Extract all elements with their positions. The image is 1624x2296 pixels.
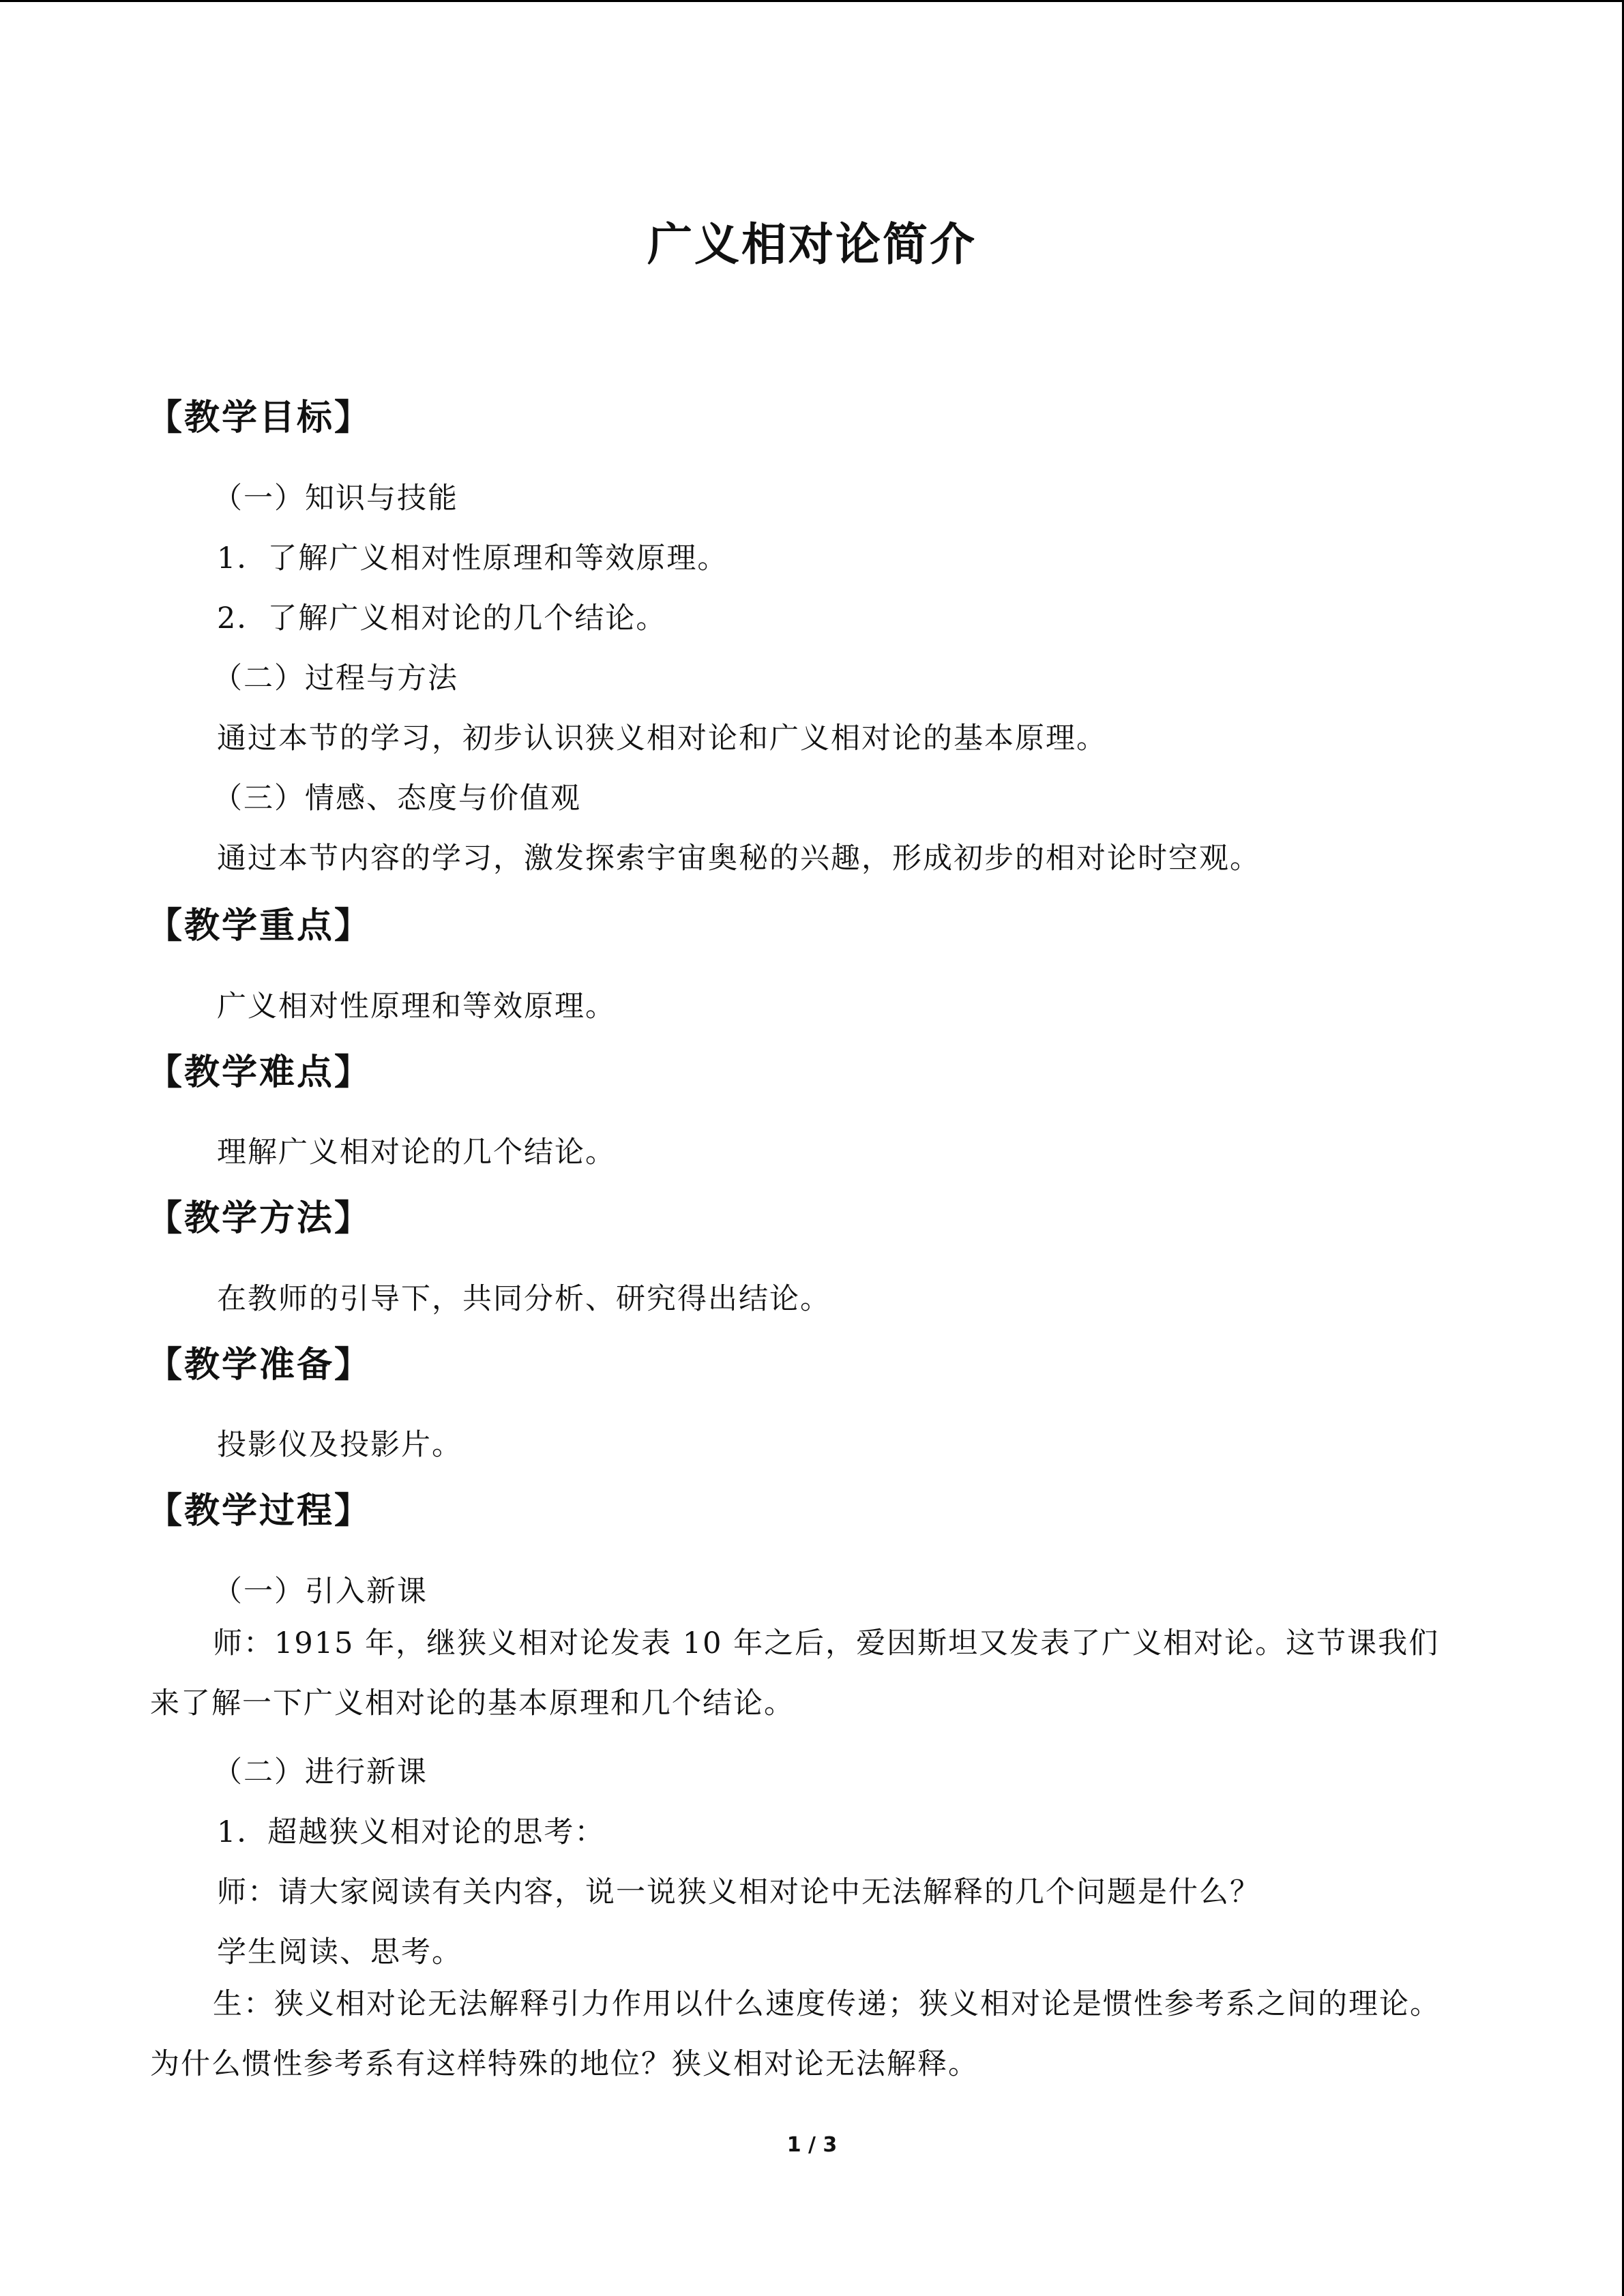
process-intro-paragraph: 师：1915 年，继狭义相对论发表 10 年之后，爱因斯坦又发表了广义相对论。这节课我们来了解一下广义相对论的基本原理和几个结论。: [150, 1626, 1440, 1720]
objectives-item-1: 1．了解广义相对性原理和等效原理。: [217, 541, 728, 576]
process-sub-intro: （一）引入新课: [213, 1575, 428, 1609]
process-student-reading: 学生阅读、思考。: [217, 1935, 462, 1969]
process-item-1: 1．超越狭义相对论的思考：: [217, 1815, 606, 1849]
difficulties-text: 理解广义相对论的几个结论。: [217, 1135, 616, 1169]
preparation-text: 投影仪及投影片。: [217, 1428, 462, 1462]
objectives-sub-knowledge: （一）知识与技能: [213, 481, 458, 516]
heading-methods: 【教学方法】: [147, 1198, 372, 1239]
process-sub-new-lesson: （二）进行新课: [213, 1755, 428, 1789]
objectives-emotion-text: 通过本节内容的学习，激发探索宇宙奥秘的兴趣，形成初步的相对论时空观。: [217, 841, 1260, 876]
page-number: 1 / 3: [786, 2133, 838, 2157]
heading-process: 【教学过程】: [147, 1491, 372, 1532]
objectives-sub-process: （二）过程与方法: [213, 661, 458, 696]
objectives-process-text: 通过本节的学习，初步认识狭义相对论和广义相对论的基本原理。: [217, 721, 1107, 756]
key-points-text: 广义相对性原理和等效原理。: [217, 989, 616, 1024]
process-teacher-question: 师：请大家阅读有关内容，说一说狭义相对论中无法解释的几个问题是什么？: [217, 1875, 1260, 1909]
heading-objectives: 【教学目标】: [147, 398, 372, 438]
heading-key-points: 【教学重点】: [147, 906, 372, 946]
objectives-item-2: 2．了解广义相对论的几个结论。: [217, 601, 667, 636]
document-title: 广义相对论简介: [647, 218, 977, 271]
objectives-sub-emotion: （三）情感、态度与价值观: [213, 781, 581, 816]
methods-text: 在教师的引导下，共同分析、研究得出结论。: [217, 1282, 831, 1316]
process-student-answer: 生：狭义相对论无法解释引力作用以什么速度传递；狭义相对论是惯性参考系之间的理论。为什么惯性参考系有这样特殊的地位？狭义相对论无法解释。: [150, 1987, 1441, 2081]
heading-difficulties: 【教学难点】: [147, 1052, 372, 1093]
heading-preparation: 【教学准备】: [147, 1345, 372, 1386]
